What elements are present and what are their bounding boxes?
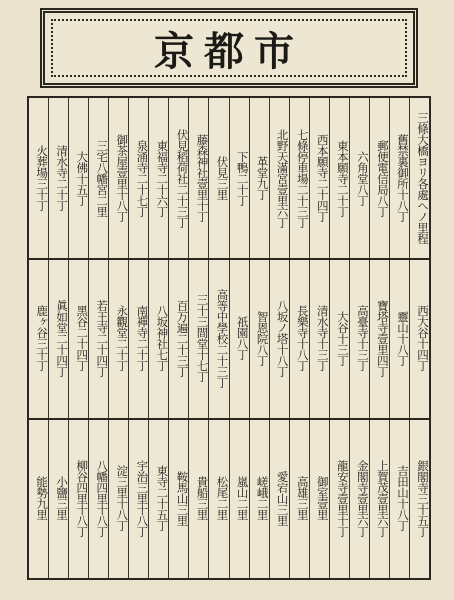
table-cell-bot: 龍安寺壹里十丁 bbox=[335, 459, 350, 537]
table-cell-bot: 御室壹里 bbox=[315, 476, 330, 520]
title-frame-inner bbox=[51, 19, 407, 77]
table-cell-bot: 鞍馬山三里 bbox=[175, 470, 190, 526]
table-cell-mid: 靈山十八丁 bbox=[395, 310, 410, 366]
table-cell-top: 北野天滿宮壹里六丁 bbox=[275, 128, 290, 228]
table-cell-bot: 宇治三里十八丁 bbox=[135, 459, 150, 537]
table-cell-top: 七條停車場二十三丁 bbox=[295, 128, 310, 228]
table-cell-bot: 柳谷四里十八丁 bbox=[75, 459, 90, 537]
table-cell-top: 火葬場三十丁 bbox=[35, 145, 50, 211]
table-cell-top: 郵便電信局八丁 bbox=[375, 139, 390, 217]
table-cell-mid: 永觀堂二十丁 bbox=[115, 305, 130, 371]
distance-table bbox=[27, 96, 431, 580]
table-cell-top: 西本願寺二十四丁 bbox=[315, 134, 330, 222]
table-column bbox=[68, 98, 88, 578]
page-title: 京都市 bbox=[154, 28, 304, 75]
table-cell-top: 三宅八幡宮二里 bbox=[95, 139, 110, 217]
table-cell-mid: 八坂ノ塔十八丁 bbox=[275, 299, 290, 377]
table-cell-bot: 松尾二里 bbox=[215, 476, 230, 520]
table-cell-top: 下鴨二十丁 bbox=[235, 150, 250, 206]
table-cell-mid: 黑谷二十四丁 bbox=[75, 305, 90, 371]
table-cell-mid: 西大谷十四丁 bbox=[416, 305, 430, 371]
table-cell-bot: 小鹽三里 bbox=[55, 476, 70, 520]
table-cell-bot: 高雄三里 bbox=[295, 476, 310, 520]
table-column bbox=[229, 98, 249, 578]
table-column bbox=[409, 98, 429, 578]
table-cell-bot: 上賀茂壹里六丁 bbox=[375, 459, 390, 537]
table-column bbox=[148, 98, 168, 578]
table-cell-bot: 金閣寺壹里六丁 bbox=[355, 459, 370, 537]
table-cell-top: 六角堂八丁 bbox=[355, 150, 370, 206]
table-cell-top: 藤森神社壹里十丁 bbox=[195, 134, 210, 222]
table-cell-top: 革堂九丁 bbox=[255, 156, 270, 200]
table-column bbox=[269, 98, 289, 578]
table-cell-bot: 八幡四里十八丁 bbox=[95, 459, 110, 537]
table-column bbox=[389, 98, 409, 578]
table-columns bbox=[29, 98, 429, 578]
table-cell-mid: 若王寺二十四丁 bbox=[95, 299, 110, 377]
row-divider-1 bbox=[29, 258, 429, 260]
table-cell-top: 御茶屋壹里十八丁 bbox=[115, 134, 130, 222]
table-cell-top: 東本願寺二十丁 bbox=[335, 139, 350, 217]
table-cell-mid: 祇園八丁 bbox=[235, 316, 250, 360]
table-cell-bot: 能勢九里 bbox=[35, 476, 50, 520]
table-cell-mid: 智恩院八丁 bbox=[255, 310, 270, 366]
table-cell-top: 泉涌寺二十七丁 bbox=[135, 139, 150, 217]
table-cell-mid: 百万遍二十三丁 bbox=[175, 299, 190, 377]
table-cell-mid: 大谷十三丁 bbox=[335, 310, 350, 366]
table-column bbox=[88, 98, 108, 578]
table-column bbox=[369, 98, 389, 578]
table-column bbox=[349, 98, 369, 578]
table-column bbox=[309, 98, 329, 578]
table-cell-mid: 清水寺十三丁 bbox=[315, 305, 330, 371]
table-cell-bot: 貴船三里 bbox=[195, 476, 210, 520]
table-cell-top: 伏見稻荷社二十三丁 bbox=[175, 128, 190, 228]
table-cell-top: 東福寺二十六丁 bbox=[155, 139, 170, 217]
table-cell-top: 清水寺二十丁 bbox=[55, 145, 70, 211]
table-cell-mid: 南禪寺二十丁 bbox=[135, 305, 150, 371]
table-cell-mid: 眞如堂二十四丁 bbox=[55, 299, 70, 377]
table-column bbox=[29, 98, 48, 578]
table-cell-top: 伏見三里 bbox=[215, 156, 230, 200]
title-frame bbox=[40, 8, 418, 88]
table-column bbox=[108, 98, 128, 578]
table-cell-mid: 三十三間堂十七丁 bbox=[195, 294, 210, 382]
table-cell-mid: 高等中學校二十三丁 bbox=[215, 288, 230, 388]
table-column bbox=[329, 98, 349, 578]
table-cell-mid: 長樂寺十八丁 bbox=[295, 305, 310, 371]
table-cell-bot: 嵯峨二里 bbox=[255, 476, 270, 520]
table-cell-top: 舊禁裏御所十八丁 bbox=[395, 134, 410, 222]
table-cell-mid: 八坂神社七丁 bbox=[155, 305, 170, 371]
table-cell-bot: 愛宕山三里 bbox=[275, 470, 290, 526]
table-cell-mid: 鹿ヶ谷三十丁 bbox=[35, 305, 50, 371]
table-cell-bot: 嵐山二里 bbox=[235, 476, 250, 520]
table-column bbox=[289, 98, 309, 578]
table-cell-mid: 高臺寺十三丁 bbox=[355, 305, 370, 371]
table-cell-bot: 淀三里十八丁 bbox=[115, 465, 130, 531]
row-divider-2 bbox=[29, 418, 429, 420]
table-column bbox=[208, 98, 228, 578]
table-cell-bot: 吉田山十八丁 bbox=[395, 465, 410, 531]
table-column bbox=[249, 98, 269, 578]
table-column bbox=[128, 98, 148, 578]
table-column bbox=[188, 98, 208, 578]
table-cell-bot: 銀閣寺三十五丁 bbox=[416, 459, 430, 537]
table-cell-bot: 東寺二十五丁 bbox=[155, 465, 170, 531]
table-column bbox=[168, 98, 188, 578]
table-column bbox=[48, 98, 68, 578]
table-cell-mid: 寶塔寺壹里四丁 bbox=[375, 299, 390, 377]
table-cell-top: 大佛十五丁 bbox=[75, 150, 90, 206]
table-cell-top: 三條大橋ヨリ各處ヘノ里程 bbox=[416, 112, 430, 244]
